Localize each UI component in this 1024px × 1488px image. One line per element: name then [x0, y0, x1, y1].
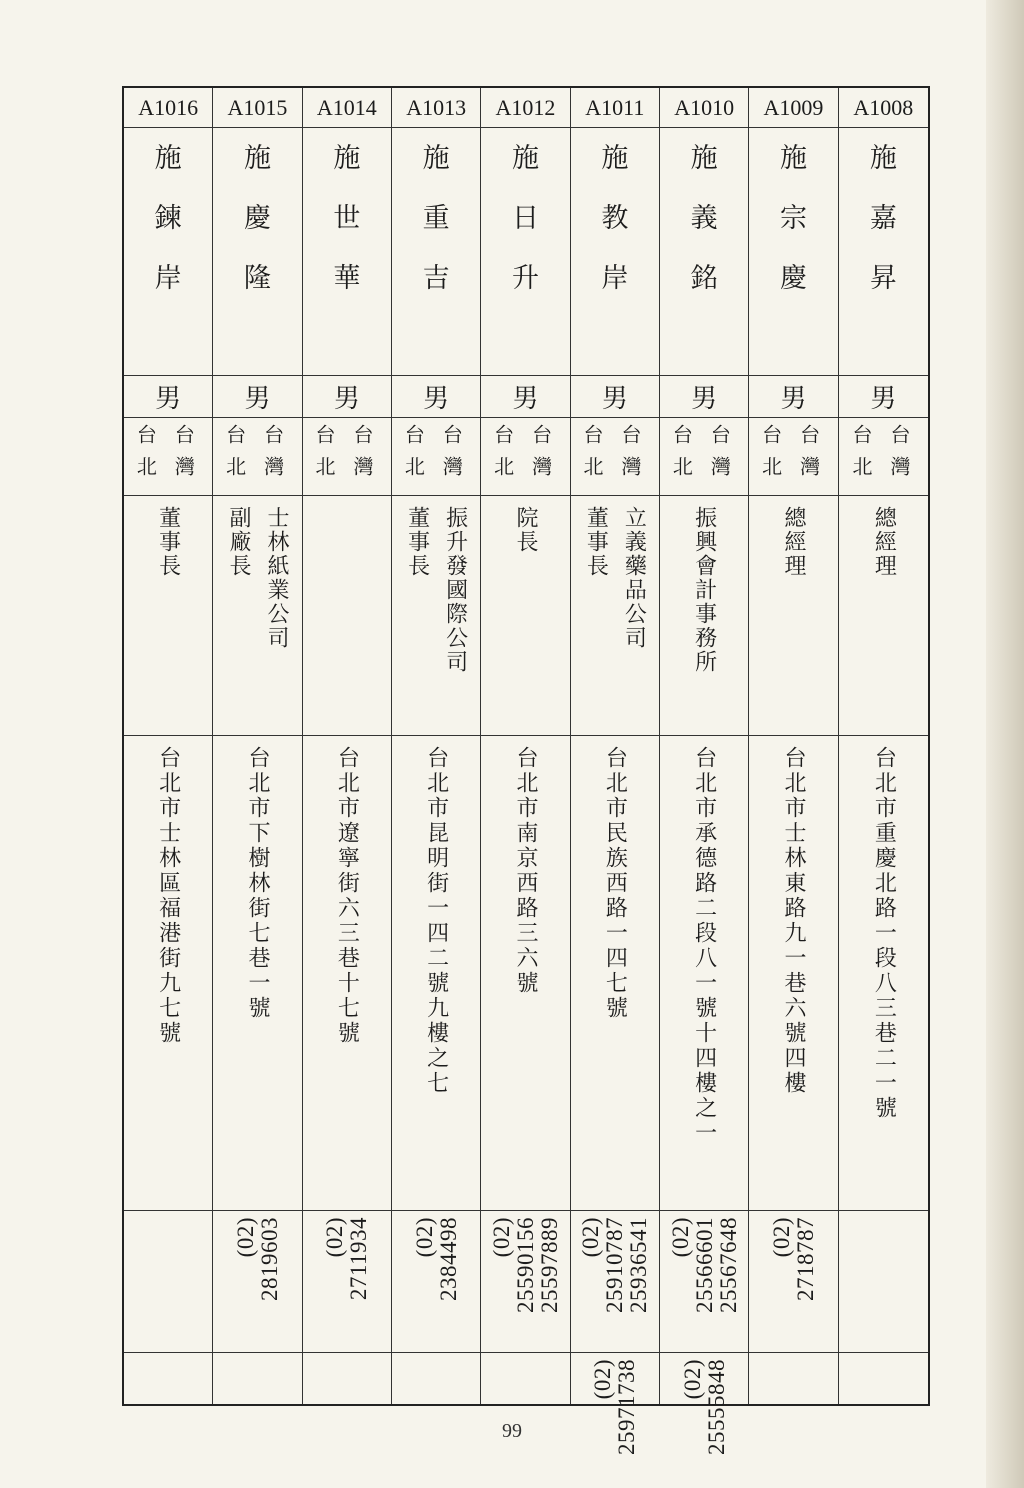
- phone-primary: [660, 1211, 748, 1353]
- name-character: 施: [422, 143, 450, 174]
- phone-line: 25590156: [512, 1217, 538, 1313]
- occupation-line: 振興會計事務所: [691, 506, 717, 674]
- occupation: [749, 496, 837, 736]
- phone-line: 25971738: [614, 1359, 640, 1455]
- address-text: 台北市重慶北路一段八三巷二一號: [871, 746, 897, 1121]
- phone-primary: [839, 1211, 928, 1353]
- occupation: [660, 496, 748, 736]
- address: [571, 736, 659, 1211]
- address: [392, 736, 480, 1211]
- gender: 男: [571, 376, 659, 418]
- record-column: [660, 88, 749, 1455]
- record-column: [392, 88, 481, 1404]
- name-character: 義: [690, 203, 718, 234]
- member-name: [124, 128, 212, 376]
- native-place-line: 台灣: [439, 424, 464, 488]
- name-character: 嘉: [869, 203, 897, 234]
- gender: 男: [749, 376, 837, 418]
- native-place-line: 台北: [222, 424, 247, 488]
- phone-line: (02): [322, 1217, 348, 1258]
- record-id: A1013: [392, 88, 480, 128]
- name-character: 慶: [779, 263, 807, 294]
- phone-line: (02): [667, 1217, 693, 1258]
- address-text: 台北市下樹林街七巷一號: [245, 746, 270, 1021]
- native-place-line: 台灣: [886, 424, 911, 488]
- occupation-line: 院長: [513, 506, 538, 554]
- member-name: [839, 128, 928, 376]
- record-column: [213, 88, 302, 1404]
- address-text: 台北市昆明街一四二號九樓之七: [423, 746, 449, 1096]
- phone-line: (02): [578, 1217, 604, 1258]
- name-character: 重: [422, 203, 450, 234]
- phone-line: 25936541: [626, 1217, 652, 1313]
- occupation-line: 董事長: [404, 506, 430, 578]
- native-place-line: 台北: [490, 424, 515, 488]
- name-character: 岸: [601, 263, 629, 294]
- phone-secondary: [571, 1353, 659, 1455]
- page-number: 99: [502, 1420, 522, 1442]
- native-place-line: 台北: [311, 424, 336, 488]
- phone-primary: [213, 1211, 301, 1353]
- native-place-line: 台北: [133, 424, 158, 488]
- phone-primary: [124, 1211, 212, 1353]
- phone-line: 25567648: [715, 1217, 741, 1313]
- native-place-line: 台灣: [617, 424, 642, 488]
- address-text: 台北市承德路二段八一號十四樓之一: [691, 746, 717, 1146]
- occupation-line: 董事長: [155, 506, 181, 578]
- phone-primary: [481, 1211, 569, 1353]
- name-character: 世: [333, 203, 361, 234]
- name-character: 宗: [779, 203, 807, 234]
- record-id: A1012: [481, 88, 569, 128]
- name-character: 岸: [154, 263, 182, 294]
- member-name: [392, 128, 480, 376]
- address: [124, 736, 212, 1211]
- record-id: A1010: [660, 88, 748, 128]
- name-character: 施: [690, 143, 718, 174]
- occupation: [124, 496, 212, 736]
- native-place-line: 台北: [848, 424, 873, 488]
- address-text: 台北市遼寧街六三巷十七號: [334, 746, 360, 1046]
- record-id: A1008: [839, 88, 928, 128]
- phone-line: 25597889: [536, 1217, 562, 1313]
- name-character: 施: [333, 143, 361, 174]
- gender: 男: [660, 376, 748, 418]
- native-place-line: 台灣: [171, 424, 196, 488]
- phone-secondary: [392, 1353, 480, 1404]
- phone-secondary: [749, 1353, 837, 1404]
- phone-line: (02): [488, 1217, 514, 1258]
- native-place: [749, 418, 837, 496]
- record-id: A1011: [571, 88, 659, 128]
- native-place-line: 台北: [669, 424, 694, 488]
- phone-line: (02): [411, 1217, 437, 1258]
- occupation: [392, 496, 480, 736]
- member-name: [571, 128, 659, 376]
- native-place: [303, 418, 391, 496]
- member-name: [303, 128, 391, 376]
- occupation-line: 董事長: [583, 506, 609, 578]
- gender: 男: [213, 376, 301, 418]
- native-place: [392, 418, 480, 496]
- name-character: 施: [779, 143, 807, 174]
- phone-line: 25555848: [703, 1359, 729, 1455]
- phone-primary: [392, 1211, 480, 1353]
- name-character: 華: [333, 263, 361, 294]
- member-name: [749, 128, 837, 376]
- phone-secondary: [303, 1353, 391, 1404]
- record-column: [571, 88, 660, 1455]
- record-id: A1016: [124, 88, 212, 128]
- phone-primary: [749, 1211, 837, 1353]
- native-place-line: 台灣: [260, 424, 285, 488]
- occupation-line: 副廠長: [226, 506, 251, 578]
- native-place-line: 台灣: [528, 424, 553, 488]
- phone-line: 25910787: [602, 1217, 628, 1313]
- phone-secondary: [660, 1353, 748, 1455]
- occupation: [303, 496, 391, 736]
- record-column: [749, 88, 838, 1404]
- address-text: 台北市士林區福港街九七號: [155, 746, 181, 1046]
- address: [749, 736, 837, 1211]
- phone-secondary: [481, 1353, 569, 1404]
- phone-line: 25566601: [691, 1217, 717, 1313]
- phone-primary: [571, 1211, 659, 1353]
- record-column: [481, 88, 570, 1404]
- record-id: A1015: [213, 88, 301, 128]
- occupation-line: 總經理: [781, 506, 806, 578]
- name-character: 施: [511, 143, 539, 174]
- gender: 男: [481, 376, 569, 418]
- name-character: 隆: [243, 263, 271, 294]
- member-name: [481, 128, 569, 376]
- name-character: 施: [154, 143, 182, 174]
- address: [839, 736, 928, 1211]
- address-text: 台北市民族西路一四七號: [602, 746, 628, 1021]
- occupation: [481, 496, 569, 736]
- occupation: [571, 496, 659, 736]
- native-place-line: 台灣: [349, 424, 374, 488]
- address: [213, 736, 301, 1211]
- record-column: [303, 88, 392, 1404]
- native-place: [571, 418, 659, 496]
- gender: 男: [392, 376, 480, 418]
- phone-secondary: [213, 1353, 301, 1404]
- gender: 男: [303, 376, 391, 418]
- name-character: 吉: [422, 263, 450, 294]
- name-character: 施: [869, 143, 897, 174]
- occupation-line: 立義藥品公司: [621, 506, 647, 650]
- phone-line: 2711934: [346, 1217, 372, 1301]
- native-place-line: 台北: [758, 424, 783, 488]
- address-text: 台北市士林東路九一巷六號四樓: [781, 746, 806, 1096]
- phone-line: (02): [590, 1359, 616, 1400]
- member-name: [213, 128, 301, 376]
- page-edge-shadow: [986, 0, 1024, 1488]
- phone-line: 2819603: [256, 1217, 282, 1301]
- phone-line: (02): [232, 1217, 258, 1258]
- native-place: [481, 418, 569, 496]
- address-text: 台北市南京西路三六號: [513, 746, 538, 996]
- phone-primary: [303, 1211, 391, 1353]
- phone-line: (02): [679, 1359, 705, 1400]
- gender: 男: [124, 376, 212, 418]
- record-column: [839, 88, 928, 1404]
- address: [660, 736, 748, 1211]
- phone-secondary: [124, 1353, 212, 1404]
- name-character: 施: [243, 143, 271, 174]
- name-character: 銘: [690, 263, 718, 294]
- name-character: 鍊: [154, 203, 182, 234]
- name-character: 慶: [243, 203, 271, 234]
- name-character: 升: [511, 263, 539, 294]
- native-place-line: 台北: [401, 424, 426, 488]
- occupation: [839, 496, 928, 736]
- native-place: [213, 418, 301, 496]
- occupation: [213, 496, 301, 736]
- phone-line: 2718787: [792, 1217, 818, 1301]
- record-column: [124, 88, 213, 1404]
- occupation-line: 士林紙業公司: [264, 506, 289, 650]
- name-character: 日: [511, 203, 539, 234]
- native-place-line: 台灣: [707, 424, 732, 488]
- gender: 男: [839, 376, 928, 418]
- phone-line: (02): [768, 1217, 794, 1258]
- phone-line: 2384498: [435, 1217, 461, 1301]
- name-character: 施: [601, 143, 629, 174]
- record-id: A1014: [303, 88, 391, 128]
- native-place: [839, 418, 928, 496]
- occupation-line: 振升發國際公司: [442, 506, 468, 674]
- native-place: [124, 418, 212, 496]
- native-place-line: 台灣: [796, 424, 821, 488]
- address: [481, 736, 569, 1211]
- name-character: 昇: [869, 263, 897, 294]
- name-character: 教: [601, 203, 629, 234]
- phone-secondary: [839, 1353, 928, 1404]
- native-place-line: 台北: [579, 424, 604, 488]
- member-name: [660, 128, 748, 376]
- record-id: A1009: [749, 88, 837, 128]
- occupation-line: 總經理: [871, 506, 897, 578]
- native-place: [660, 418, 748, 496]
- address: [303, 736, 391, 1211]
